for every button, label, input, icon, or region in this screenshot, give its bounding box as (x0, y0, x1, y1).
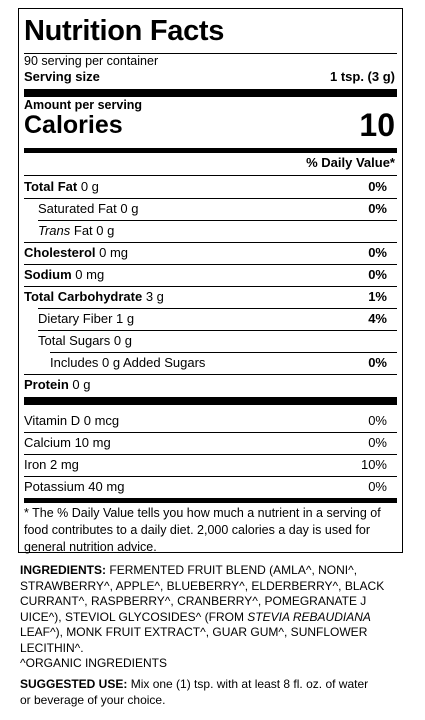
nutrient-row-protein (24, 374, 397, 396)
ingredients-heading: INGREDIENTS: (20, 563, 107, 577)
serving-size-value: 1 tsp. (3 g) (329, 69, 395, 84)
ingredients-line: LECITHIN^. (20, 640, 84, 655)
nutrient-dv (387, 220, 397, 242)
vitamin-dv: 0% (368, 413, 387, 428)
nutrient-row-dietary-fiber (24, 308, 397, 330)
ingredients-block (20, 563, 410, 672)
vitamin-dv: 10% (360, 457, 387, 472)
nutrient-name: Dietary Fiber (38, 311, 113, 326)
nutrient-name: Protein (24, 377, 69, 392)
nutrient-name: Sodium (24, 267, 72, 282)
nutrient-name: Total Fat (24, 179, 78, 194)
ingredients-line: STRAWBERRY^, APPLE^, BLUEBERRY^, ELDERBERRY^, BLACK (20, 578, 385, 593)
nutrient-amount: 3 g (145, 289, 164, 304)
dv-header: % Daily Value* (306, 155, 395, 170)
nutrient-amount: 0 g Added Sugars (102, 355, 206, 370)
vitamin-text: Vitamin D 0 mcg (24, 413, 120, 428)
nutrient-dv: 0% (368, 201, 387, 216)
vitamin-text: Calcium 10 mg (24, 435, 111, 450)
nutrient-row-added-sugars (24, 352, 397, 374)
nutrient-name: Cholesterol (24, 245, 96, 260)
nutrient-row-saturated-fat (24, 198, 397, 220)
ingredients-line (20, 563, 410, 579)
vitamin-text: Potassium 40 mg (24, 479, 125, 494)
nutrient-amount: 0 g (120, 201, 139, 216)
nutrient-dv: 0% (368, 267, 387, 282)
vitamin-dv: 0% (368, 479, 387, 494)
suggested-use-heading: SUGGESTED USE: (20, 677, 128, 691)
organic-note: ^ORGANIC INGREDIENTS (20, 656, 167, 670)
ingredients-italic-text: STEVIA REBAUDIANA (247, 609, 371, 624)
calories-label: Calories (24, 111, 123, 139)
nutrient-name: Includes (50, 355, 99, 370)
servings-per-container: 90 serving per container (24, 54, 159, 68)
vitamin-row-iron (24, 454, 397, 476)
nutrient-amount: 0 mg (99, 245, 129, 260)
serving-size-row (24, 66, 397, 88)
nutrient-row-total-carbohydrate (24, 286, 397, 308)
suggested-use-block (20, 677, 410, 708)
nutrient-amount: 1 g (116, 311, 135, 326)
vitamin-text: Iron 2 mg (24, 457, 79, 472)
nutrient-name: Total Sugars (38, 333, 111, 348)
nutrient-name: Total Carbohydrate (24, 289, 143, 304)
suggested-use-line: or beverage of your choice. (20, 692, 166, 707)
vitamin-row-potassium (24, 476, 397, 498)
nutrient-dv: 4% (368, 311, 387, 326)
amount-per-serving: Amount per serving (24, 98, 143, 112)
vitamin-dv: 0% (368, 435, 387, 450)
nutrient-dv (387, 330, 397, 352)
thick-divider (24, 397, 397, 405)
nutrition-facts-panel (18, 8, 403, 553)
nutrient-amount: 0 g (113, 333, 132, 348)
nutrient-dv: 1% (368, 289, 387, 304)
vitamin-row-vitamin-d (24, 410, 397, 432)
vitamin-row-calcium (24, 432, 397, 454)
nutrient-amount: 0 mg (75, 267, 105, 282)
dv-header-row (24, 152, 397, 174)
calories-value: 10 (359, 107, 395, 143)
suggested-use-line (20, 677, 410, 693)
ingredients-text: UICE^), STEVIOL GLYCOSIDES^ (FROM (20, 609, 248, 624)
nutrient-row-sodium (24, 264, 397, 286)
nutrient-name: Saturated Fat (38, 201, 117, 216)
nutrient-dv: 0% (368, 245, 387, 260)
nutrient-amount: 0 g (80, 179, 99, 194)
serving-size-label: Serving size (24, 69, 100, 84)
nutrient-amount: 0 g (72, 377, 91, 392)
ingredients-text: FERMENTED FRUIT BLEND (AMLA^, NONI^, (109, 563, 358, 577)
thick-divider (24, 89, 397, 97)
daily-value-footnote: * The % Daily Value tells you how much a nutrient in a serving of food contributes to a daily diet. 2,000 calories a day is used for general nutrition advice. (24, 506, 381, 554)
ingredients-line (20, 610, 410, 626)
nutrient-row-total-sugars (24, 330, 397, 352)
suggested-use-text: Mix one (1) tsp. with at least 8 fl. oz. of water (130, 677, 369, 691)
nutrient-amount: Fat 0 g (73, 223, 115, 238)
nutrient-dv: 0% (368, 355, 387, 370)
nutrient-row-trans-fat (24, 220, 397, 242)
nutrient-row-cholesterol (24, 242, 397, 264)
ingredients-line: CURRANT^, RASPBERRY^, CRANBERRY^, POMEGRANATE J (20, 594, 367, 608)
nutrient-dv: 0% (368, 179, 387, 194)
nutrient-dv (387, 374, 397, 396)
nutrient-name: Trans (38, 223, 71, 238)
nutrient-row-total-fat (24, 176, 397, 198)
nutrition-facts-title: Nutrition Facts (24, 15, 225, 47)
medium-divider (24, 498, 397, 503)
ingredients-line: LEAF^), MONK FRUIT EXTRACT^, GUAR GUM^, SUNFLOWER (20, 625, 368, 639)
